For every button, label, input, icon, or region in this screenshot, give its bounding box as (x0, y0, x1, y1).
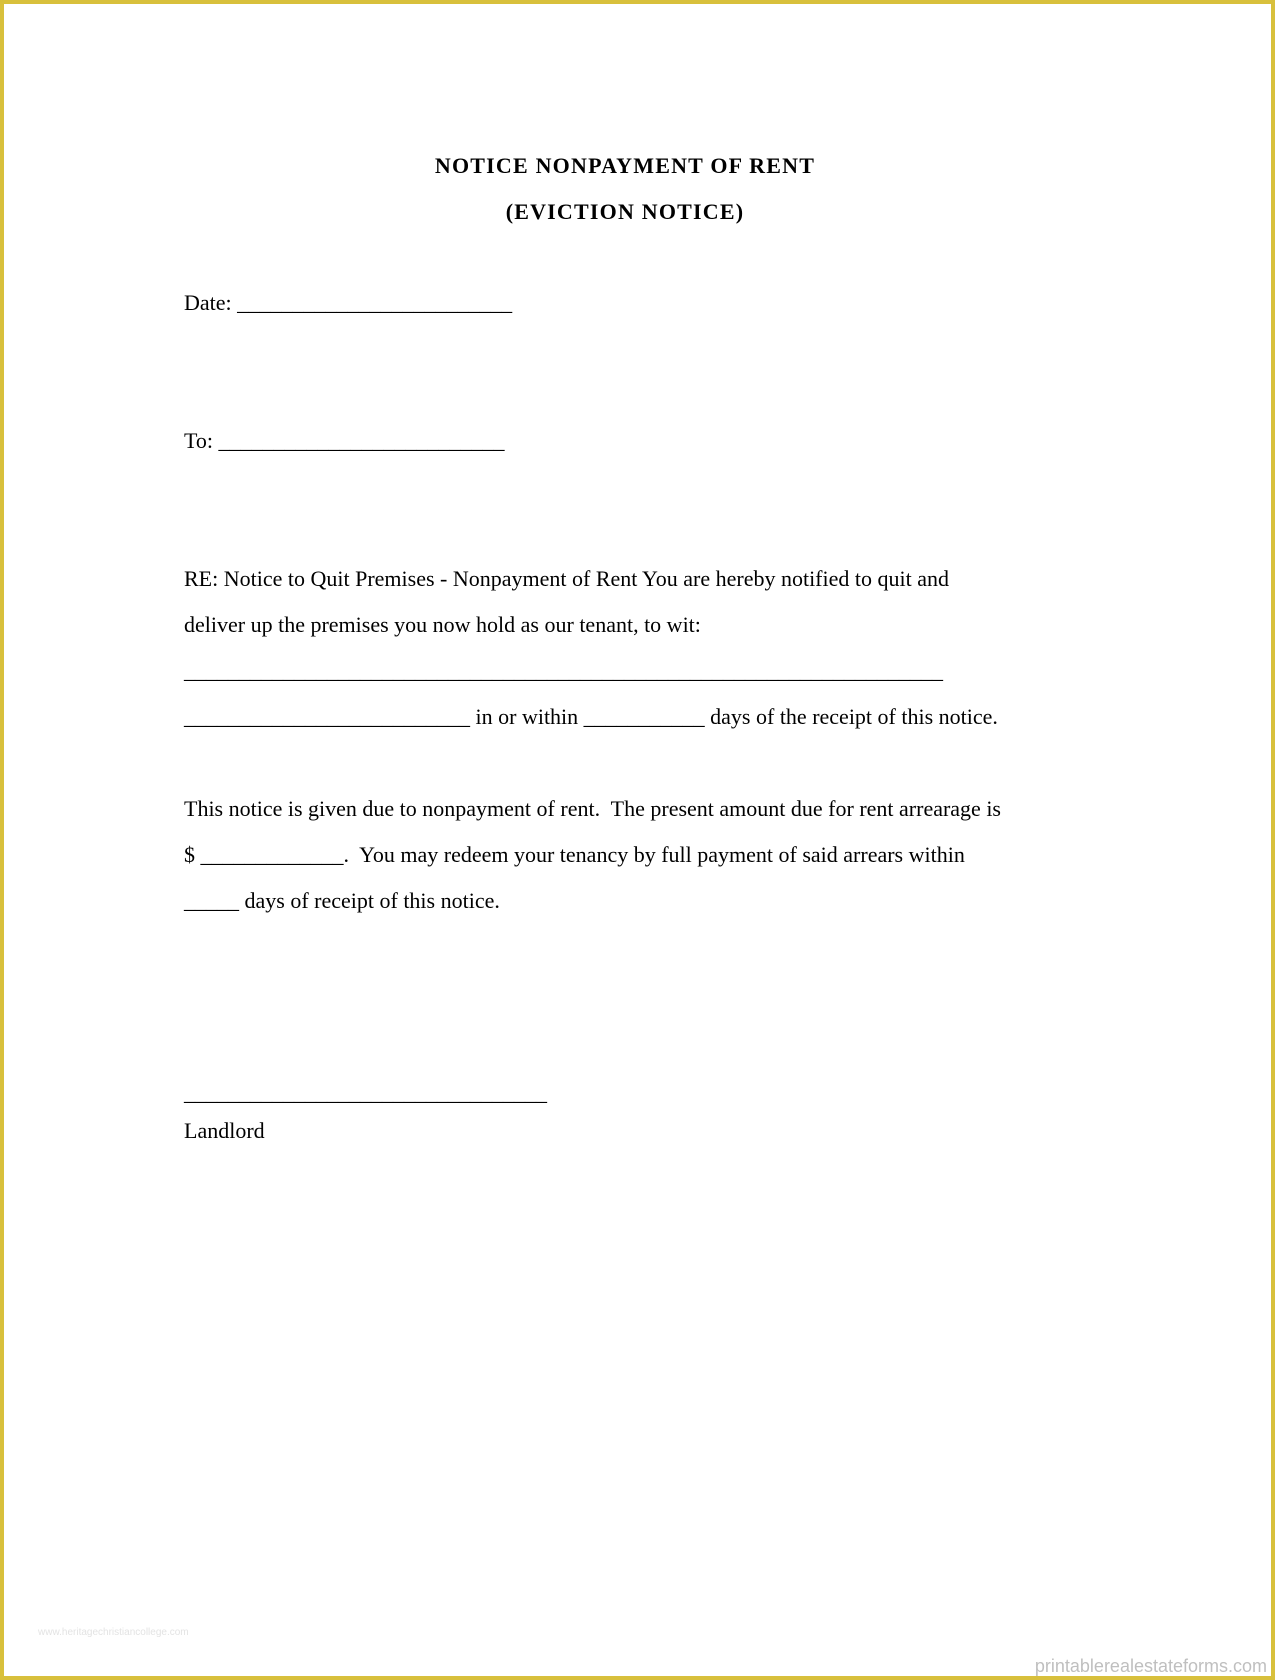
date-field[interactable]: Date: _________________________ (184, 290, 513, 315)
premises-blank-field[interactable]: _____________________________________________________________________ (184, 658, 943, 683)
document-title: NOTICE NONPAYMENT OF RENT (434, 153, 816, 178)
amount-paragraph-line-1: This notice is given due to nonpayment of rent. The present amount due for rent arrearage is (184, 796, 1001, 821)
watermark-right: printablerealestateforms.com (1034, 1656, 1267, 1676)
to-field[interactable]: To: __________________________ (184, 428, 505, 453)
signature-label: Landlord (184, 1118, 265, 1143)
watermark-left: www.heritagechristiancollege.com (38, 1627, 189, 1638)
signature-field[interactable]: _________________________________ (184, 1080, 547, 1105)
document-subtitle: (EVICTION NOTICE) (505, 199, 745, 224)
amount-paragraph-line-3: _____ days of receipt of this notice. (184, 888, 500, 913)
re-paragraph-line-1: RE: Notice to Quit Premises - Nonpayment of Rent You are hereby notified to quit and (184, 566, 949, 591)
amount-paragraph-line-2: $ _____________. You may redeem your tenancy by full payment of said arrears within (184, 842, 965, 867)
re-paragraph-line-2: deliver up the premises you now hold as our tenant, to wit: (184, 612, 701, 637)
quit-within-line: __________________________ in or within ___________ days of the receipt of this notice. (184, 704, 998, 729)
